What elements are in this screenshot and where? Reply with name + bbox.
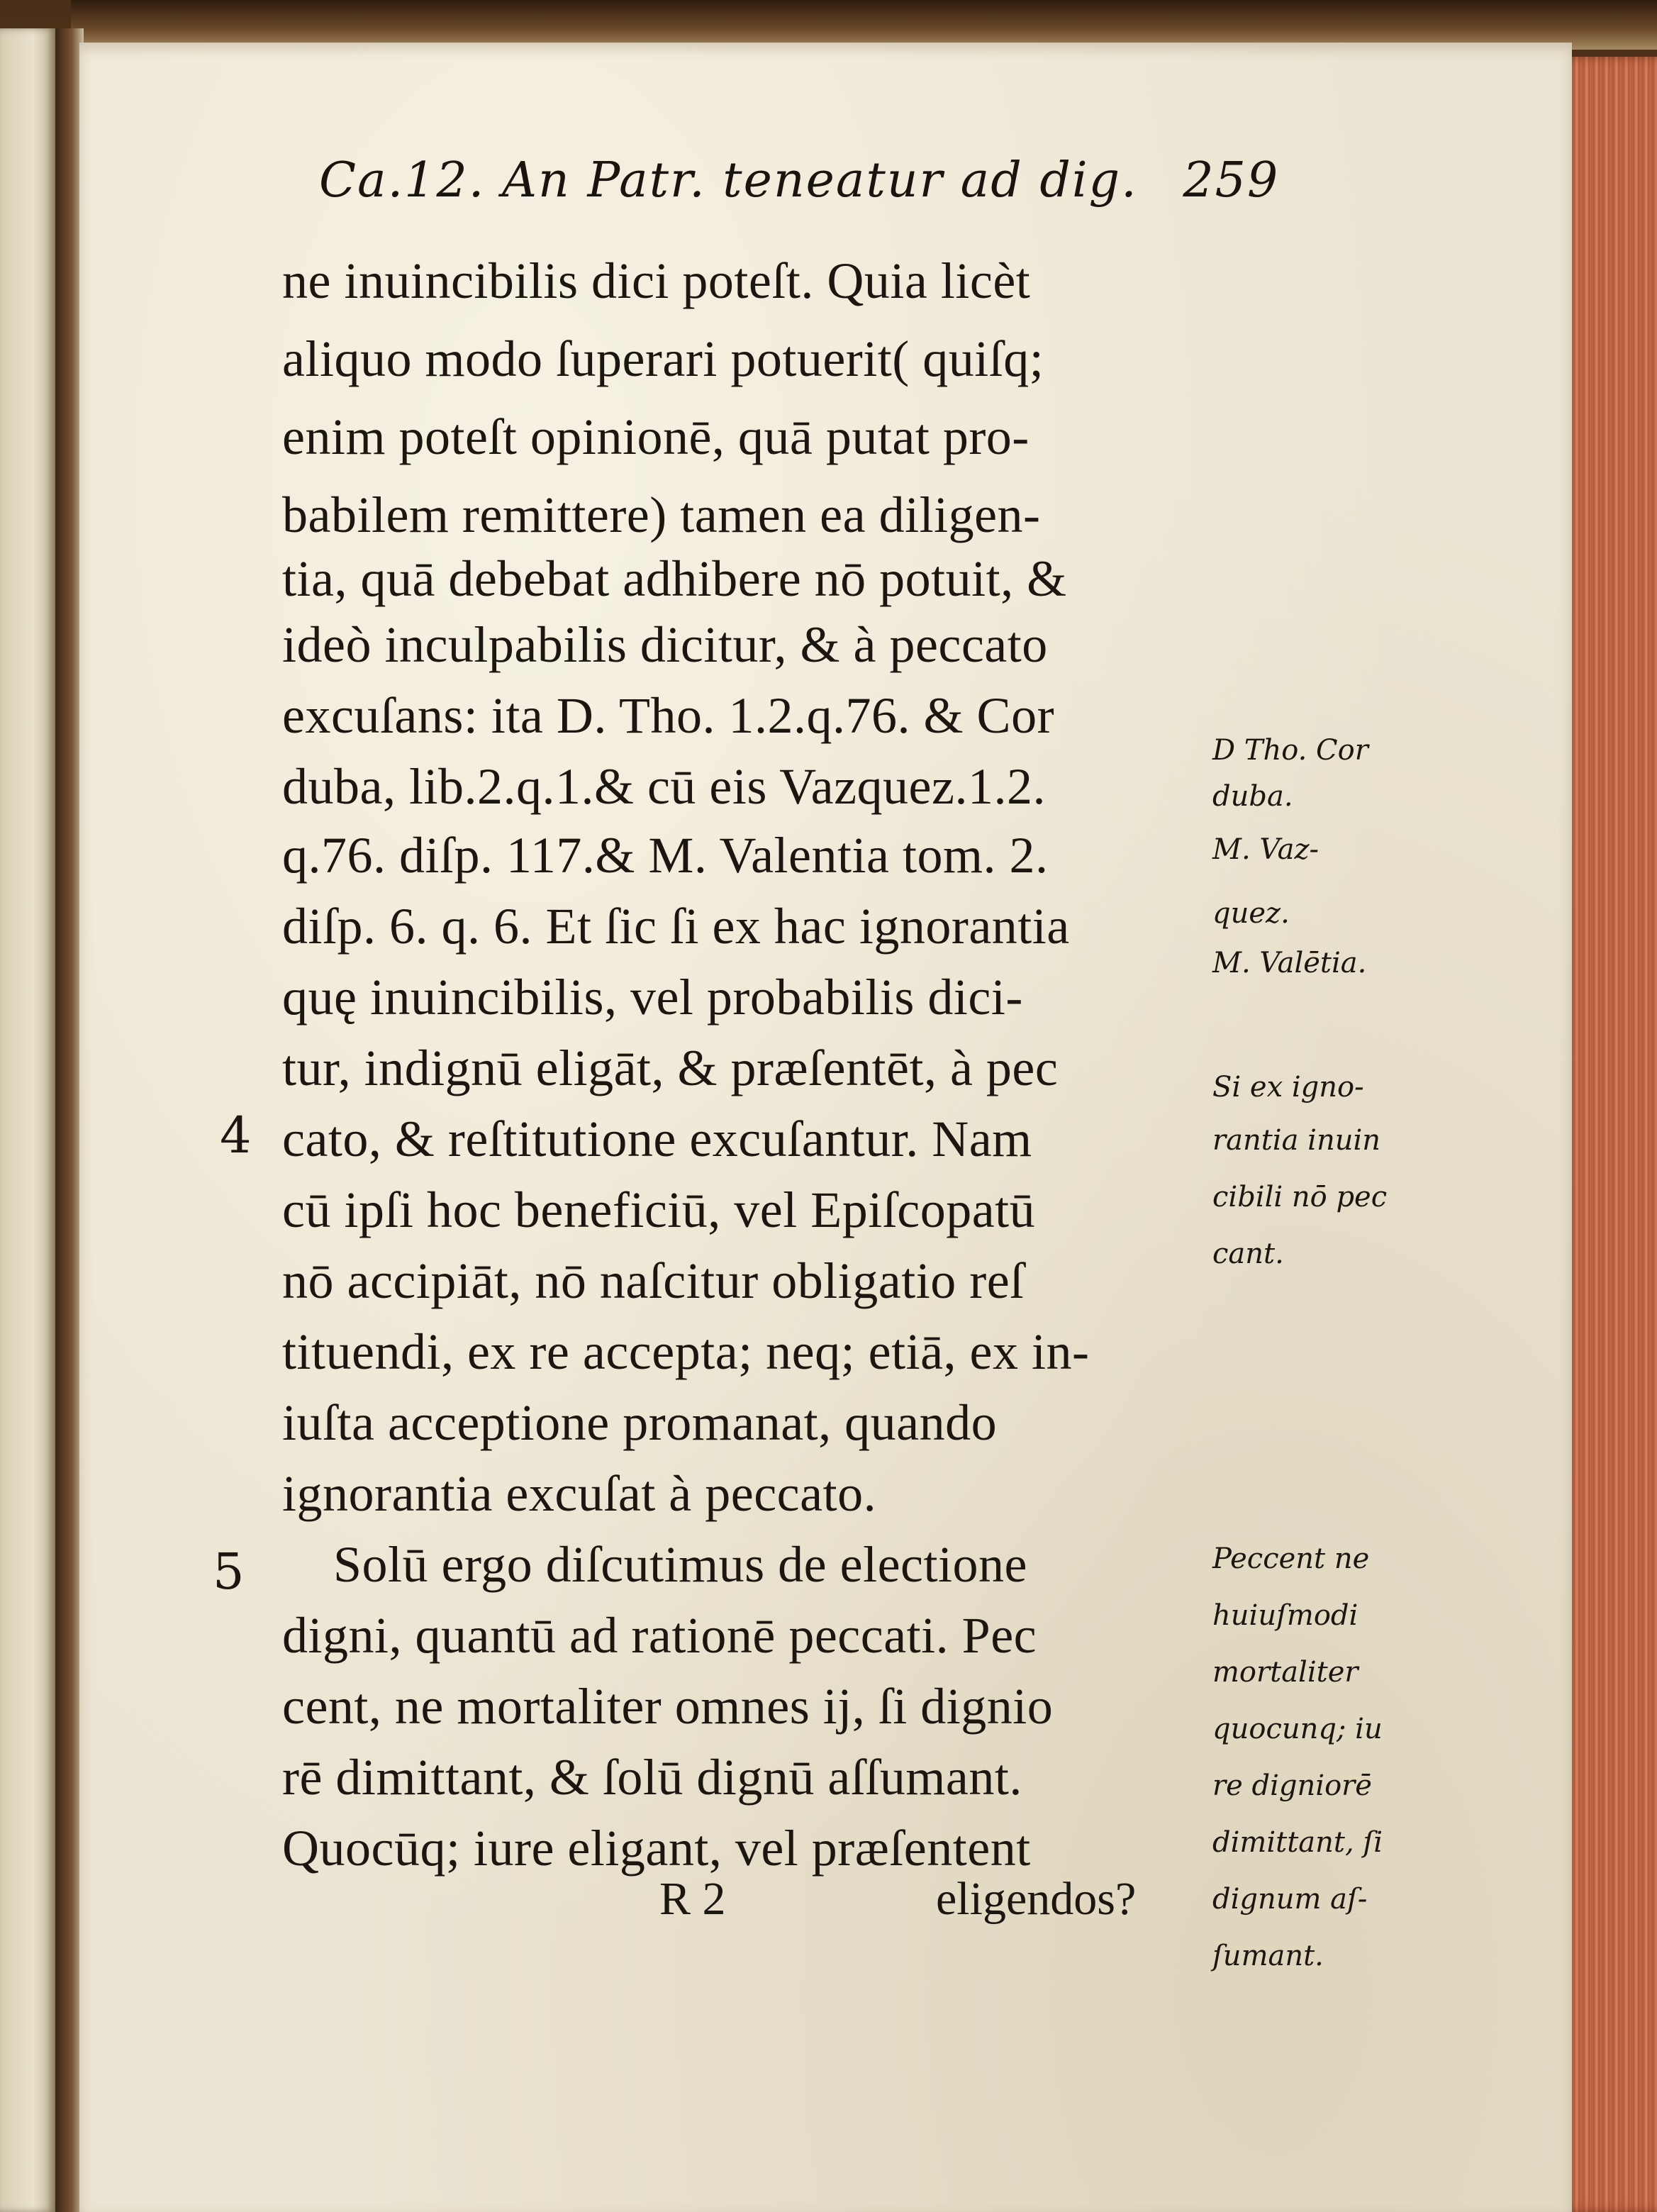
signature-mark: R 2	[659, 1873, 726, 1925]
marginal-note: D Tho. Cor	[1212, 734, 1368, 767]
marginal-note: mortaliter	[1212, 1656, 1358, 1689]
body-line: tituendi, ex re accepta; neq; etiā, ex in-	[282, 1323, 1090, 1380]
body-line: rē dimittant, & ſolū dignū aſſumant.	[282, 1749, 1022, 1806]
body-line: cent, ne mortaliter omnes ij, ſi dignio	[282, 1678, 1054, 1735]
body-line: ideò inculpabilis dicitur, & à peccato	[282, 616, 1048, 673]
body-line: Solū ergo diſcutimus de electione	[333, 1536, 1027, 1593]
catchword: eligendos?	[936, 1873, 1137, 1925]
page-number: 259	[1183, 152, 1280, 209]
running-head-title: Ca.12. An Patr. teneatur ad dig.	[319, 152, 1138, 209]
body-line: ne inuincibilis dici poteſt. Quia licèt	[282, 252, 1031, 309]
marginal-note: M. Vaz-	[1212, 833, 1320, 866]
running-head	[319, 152, 1280, 209]
marginal-note: huiuſmodi	[1212, 1599, 1358, 1632]
marginal-note: re digniorē	[1212, 1769, 1372, 1802]
body-line: excuſans: ita D. Tho. 1.2.q.76. & Cor	[282, 687, 1055, 744]
body-line: enim poteſt opinionē, quā putat pro-	[282, 409, 1030, 465]
body-line: tia, quā debebat adhibere nō potuit, &	[282, 550, 1067, 607]
body-line: tur, indignū eligāt, & præſentēt, à pec	[282, 1040, 1059, 1096]
marginal-note: ſumant.	[1212, 1940, 1324, 1972]
marginal-note: M. Valētia.	[1212, 947, 1367, 979]
body-line: aliquo modo ſuperari potuerit( quiſq;	[282, 330, 1044, 387]
marginal-note: cibili nō pec	[1212, 1181, 1388, 1213]
body-line: diſp. 6. q. 6. Et ſic ſi ex hac ignorantia	[282, 898, 1070, 955]
marginal-note: quez.	[1212, 897, 1290, 930]
body-line: q.76. diſp. 117.& M. Valentia tom. 2.	[282, 827, 1049, 884]
body-line: iuſta acceptione promanat, quando	[282, 1394, 998, 1451]
marginal-note: Si ex igno-	[1212, 1071, 1364, 1104]
body-line: cato, & reſtitutione excuſantur. Nam	[282, 1111, 1032, 1167]
body-line: babilem remittere) tamen ea diligen-	[282, 487, 1041, 543]
marginal-note: Peccent ne	[1212, 1543, 1370, 1575]
marginal-note: dimittant, ſi	[1212, 1826, 1383, 1859]
marginal-note: quocunq; iu	[1212, 1713, 1383, 1745]
body-line: Quocūq; iure eligant, vel præſentent	[282, 1820, 1031, 1877]
left-page-edge	[0, 28, 55, 2212]
body-line: cū ipſi hoc beneficiū, vel Epiſcopatū	[282, 1182, 1036, 1238]
section-number: 5	[213, 1543, 245, 1601]
body-line: nō accipiāt, nō naſcitur obligatio reſ	[282, 1252, 1025, 1309]
marginal-note: rantia inuin	[1212, 1124, 1381, 1157]
body-line: duba, lib.2.q.1.& cū eis Vazquez.1.2.	[282, 758, 1046, 815]
body-line: quę inuincibilis, vel probabilis dici-	[282, 969, 1023, 1026]
red-fore-edge	[1560, 57, 1657, 2212]
body-line: digni, quantū ad rationē peccati. Pec	[282, 1607, 1037, 1664]
section-number: 4	[220, 1106, 252, 1165]
marginal-note: duba.	[1212, 780, 1293, 813]
marginal-note: dignum aſ-	[1212, 1883, 1368, 1916]
body-line: ignorantia excuſat à peccato.	[282, 1465, 877, 1522]
marginal-note: cant.	[1212, 1238, 1284, 1270]
